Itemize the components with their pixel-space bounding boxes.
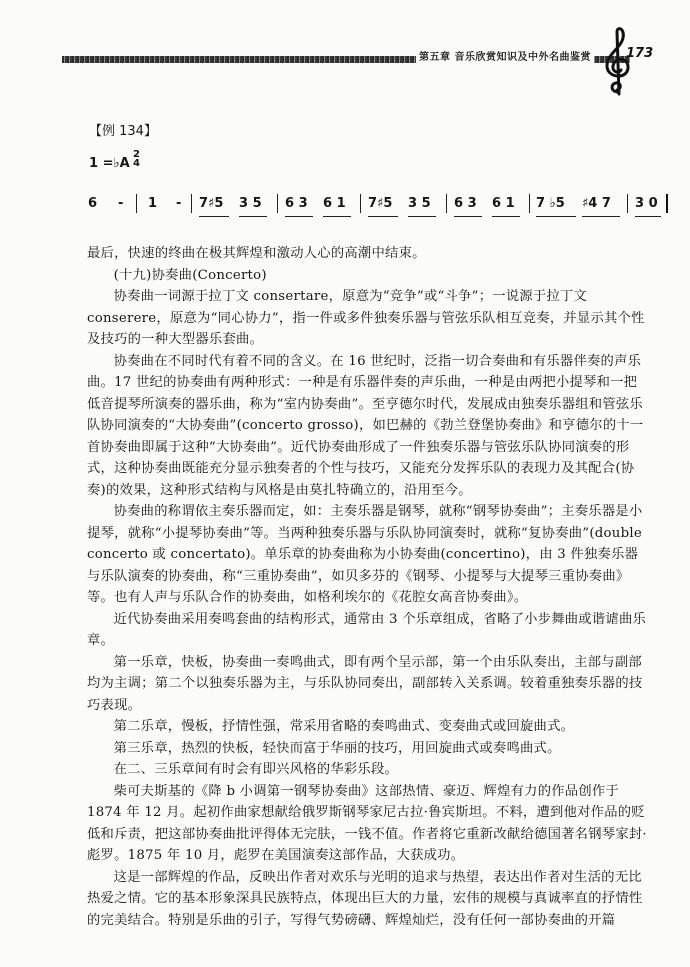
running-title: 第五章 音乐欣赏知识及中外名曲鉴赏 xyxy=(416,48,594,63)
paragraph: 第三乐章，热烈的快板，轻快而富于华丽的技巧，用回旋曲式或奏鸣曲式。 xyxy=(113,740,561,756)
score-note: 6 xyxy=(88,196,98,211)
paragraph: 协奏曲在不同时代有着不同的含义。在 16 世纪时，泛指一切合奏曲和有乐器伴奏的声乐曲。17 世纪的协奏曲有两种形式：一种是有乐器伴奏的声乐曲，一种是由两把小提琴和一把低音提琴所演奏的器乐曲，称为“室内协奏曲”。至亨德尔时代，发展成由独奏乐器组和管弦乐队协同演奏的“大协奏曲”(concerto grosso)，如巴赫的《勃兰登堡协奏曲》和亨德尔的十一首协奏曲即属于这种“大协奏曲”。近代协奏曲形成了一件独奏乐器与管弦乐队协同演奏的形式，这种协奏曲既能充分显示独奏者的个性与技巧，又能充分发挥乐队的表现力及其配合(协奏)的效果，这种形式结构与风格是由莫扎特确立的，沿用至今。 xyxy=(87,353,644,498)
beam-line xyxy=(635,216,661,217)
meter-bottom: 4 xyxy=(133,158,140,169)
bar-line xyxy=(627,194,628,213)
paragraph: 柴可夫斯基的《降 b 小调第一钢琴协奏曲》这部热情、豪迈、辉煌有力的作品创作于 1874 年 12 月。起初作曲家想献给俄罗斯钢琴家尼古拉·鲁宾斯坦。不料，遭到他对作品的贬低和斥责，把这部协奏曲批评得体无完肤，一钱不值。作者将它重新改献给德国著名钢琴家封·彪罗。1875 年 10 月，彪罗在美国演奏这部作品，大获成功。 xyxy=(87,783,647,863)
beam-line xyxy=(408,216,436,217)
paragraph: 在二、三乐章间有时会有即兴风格的华彩乐段。 xyxy=(113,762,399,777)
score-note: 6 1 xyxy=(492,196,515,211)
bar-line xyxy=(446,194,447,213)
meter-top: 2 xyxy=(133,149,140,160)
paragraph: 协奏曲一词源于拉丁文 consertare，原意为“竞争”或“斗争”；一说源于拉丁文 conserere，原意为“同心协力”，指一件或多件独奏乐器与管弦乐队相互竞奏，并显示其个性及技巧的一种大型器乐套曲。 xyxy=(87,289,645,347)
score-note: 7♯5 xyxy=(368,196,393,211)
paragraph: 第一乐章，快板，协奏曲一奏鸣曲式，即有两个呈示部，第一个由乐队奏出，主部与副部均为主调；第二个以独奏乐器为主，与乐队协同奏出，副部转入关系调。较着重独奏乐器的技巧表现。 xyxy=(87,654,643,713)
beam-line xyxy=(454,216,482,217)
score-note: 3 5 xyxy=(239,196,262,211)
bar-line xyxy=(136,194,137,213)
beam-line xyxy=(285,216,313,217)
paragraph: 协奏曲的称谓依主奏乐器而定，如：主奏乐器是钢琴，就称“钢琴协奏曲”；主奏乐器是小提琴，就称“小提琴协奏曲”等。当两种独奏乐器与乐队协同演奏时，就称“复协奏曲”(double concerto 或 concertato)。单乐章的协奏曲称为小协奏曲(concertino)，由 3 件独奏乐器与乐队演奏的协奏曲，称“三重协奏曲”，如贝多芬的《钢琴、小提琴与大提琴三重协奏曲》等。也有人声与乐队合作的协奏曲，如格利埃尔的《花腔女高音协奏曲》。 xyxy=(87,504,643,605)
beam-line xyxy=(368,216,398,217)
bar-line xyxy=(191,194,192,213)
score-note: 6 1 xyxy=(323,196,346,211)
score-note: 1 xyxy=(148,196,158,211)
page-number: 173 xyxy=(626,46,654,61)
bar-line xyxy=(277,194,278,213)
score-note: ♯4 7 xyxy=(582,196,611,211)
score-note: - xyxy=(118,196,124,211)
score-note: 3 0 xyxy=(635,196,658,211)
final-bar-line xyxy=(666,194,668,213)
example-label: 【例 134】 xyxy=(89,124,157,139)
beam-line xyxy=(239,216,267,217)
score-note: 7 ♭5 xyxy=(536,196,565,211)
treble-clef-icon xyxy=(601,26,635,98)
body-text xyxy=(87,243,647,931)
score-note: 3 5 xyxy=(408,196,431,211)
time-signature xyxy=(133,150,140,168)
running-header xyxy=(0,40,690,90)
beam-line xyxy=(492,216,520,217)
score-note: 6 3 xyxy=(285,196,308,211)
key-signature: 1 =♭A xyxy=(89,156,130,171)
beam-line xyxy=(323,216,351,217)
beam-line xyxy=(536,216,576,217)
section-heading: (十九)协奏曲(Concerto) xyxy=(113,267,267,283)
paragraph: 第二乐章，慢板，抒情性强，常采用省略的奏鸣曲式、变奏曲式或回旋曲式。 xyxy=(113,719,575,734)
score-note: 6 3 xyxy=(454,196,477,211)
paragraph: 这是一部辉煌的作品，反映出作者对欢乐与光明的追求与热望，表达出作者对生活的无比热爱之情。它的基本形象深具民族特点，体现出巨大的力量，宏伟的规模与真诚率直的抒情性的完美结合。特别是乐曲的引子，写得气势磅礴、辉煌灿烂，没有任何一部协奏曲的开篇 xyxy=(87,869,643,928)
beam-line xyxy=(199,216,229,217)
bar-line xyxy=(529,194,530,213)
score-note: 7♯5 xyxy=(199,196,224,211)
beam-line xyxy=(582,216,620,217)
score-note: - xyxy=(176,196,182,211)
bar-line xyxy=(360,194,361,213)
paragraph: 最后，快速的终曲在极其辉煌和激动人心的高潮中结束。 xyxy=(87,246,426,261)
music-score xyxy=(84,196,658,226)
paragraph: 近代协奏曲采用奏鸣套曲的结构形式，通常由 3 个乐章组成，省略了小步舞曲或谐谑曲乐章。 xyxy=(87,611,647,648)
